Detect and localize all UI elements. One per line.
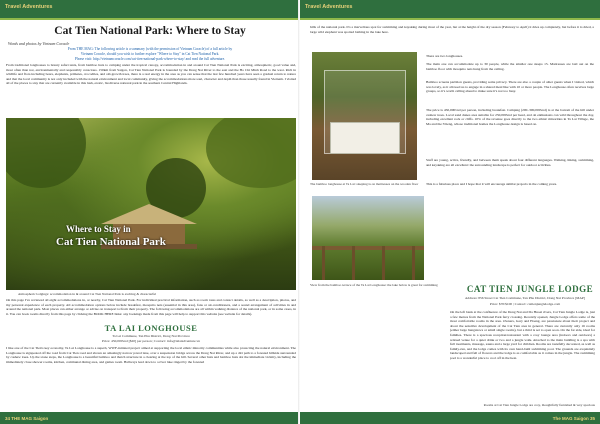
side-paragraph: Staff are young, active, friendly, and between them speak about four different languages. Walking, hiking, swimming, and kayaking are all excellent: the surrounding landscape is perfect for outdoor activities. (426, 158, 594, 167)
body-paragraph: On this page I've reviewed all eight accommodations in, or nearby, Cat Tien National Park. For individual practical information, such as room rates and contact details, as well as a description, photos, and my personal experience of each property. All accommodation options below include breakfast, mosquito nets (essential in this area), fans or air-conditioners, and a sound arrangement of activities in and around the national park. Most places can either arrange or advise on transport to/from their property. The following accommodations are all within walking distance of the national park, or in some cases, in it. You can book rooms directly from this page by clicking the BOOK HERE links: any bookings made from this page will help to support this website (see website for details). (6, 298, 296, 316)
page-footer: The MAG Saigon 35 (552, 416, 595, 421)
side-paragraph: Bamboo screens partition guests, providing some privacy. There are also a couple of other guests when I visited, which was lovely, as it allowed us to engage in a shared meal like with 10 or more people. The Longhouse often receives large groups, so it's worth calling ahead to make sure it's not too busy. (426, 80, 594, 94)
talai-contact: Price: 450,000vnd [$20] per person | Contact: info@talaiadventure.vn (102, 339, 200, 343)
section-heading-talai: TA LAI LONGHOUSE (104, 323, 198, 333)
photo-caption: Atmospheric lodgings: accommodation in & around Cat Tien National Park is exciting & characterful (18, 292, 157, 296)
section-label: Travel Adventures (305, 4, 353, 10)
photo-overlay-line2: Cat Tien National Park (56, 236, 166, 248)
intro-paragraph: From traditional longhouses to luxury safari tents, from bamboo huts to camping under the tropical canopy, accommodation in and around Cat Tien National Park is exciting, atmospheric, good value and, most often than not, environmentally and responsibly conscious. 150km from Saigon, Cat Tien National Park is bounded by the Dong Nai River to the east and the Ho Chi Minh Road to the west. Rich in wildlife and flora including bears, elephants, primates, crocodiles, and old-growth trees, there is a real energy in the area as you can sense that the last few hundred years have seen a gradual return to nature and that the local community is not only included with the natural environment and local community, giving the accommodations more soul, character and depth than those usually found in Vietnam. I visited all of the places to stay that are currently available in this lush, exotic, biodiverse national park in the southern Central Highlands. (6, 63, 296, 86)
talai-paragraph: I like one of the Cat Tien's key economy, Ta Lai Longhouse is a superb, WWF-initiated project aimed at supporting the local ethnic minority communities while also protecting the natural environment. The Longhouse is signposted off the road from Cat Tien road and shown an amazingly narrow paved lane, over a suspension bridge across the Dong Nai River, and up a dirt path to a forested hillside surrounded by cashew trees. Up the stone steps, the Longhouse is a beautiful bamboo and thatch structure in a clearing at the top of the hill. Several other huts and bamboo huts dot the immediate vicinity, including the immediately close shower rooms, kitchen, communal dining area, and games room. Hallways lead down to a river lake ringed by the forested (6, 346, 296, 364)
credit-note (8, 47, 292, 62)
page-title: Cat Tien National Park: Where to Stay (54, 25, 246, 37)
right-header-bar (300, 0, 600, 20)
page-footer: 34 THE MAG Saigon (5, 416, 49, 421)
longhouse-interior-photo (312, 52, 417, 180)
side-paragraph: There are two longhouses. (426, 54, 463, 58)
photo-caption: View from the bamboo terrace of the Ta Lai Longhouse: the lake below is great for swimming (310, 283, 438, 287)
side-paragraph: The main one can accommodate up to 30 people, while the smaller one sleeps 15. Mattresses are laid out on the bamboo floor with mosquito nets hung from the ceiling. (426, 62, 594, 71)
photo-caption: Rooms at Cat Tien Jungle Lodge are cosy, thoughtfully furnished & very spacious (483, 403, 595, 407)
left-header-bar (0, 0, 300, 20)
lodge-address: Address: 856 Street Cat Tien Commune, Tan Phu District, Dong Nai Province [MAP] (464, 296, 586, 300)
lodge-paragraph: On the left bank at the confluence of the Dong Nai and Da Huoai rivers, Cat Tien Jungle Lodge is, just a few metres from the National Park ferry crossing. Recently opened, Jungle Lodge offers some of the most comfortable rooms in the area. Owners, Gary and Hoang, are passionate about their project and about the sensitive development of the Cat Tien area in general. There are currently only 16 rooms (either large bungalows or small single rooms), but a third is set to open soon. On the far side, ideal for families. There is a spacious reception/restaurant with a cosy lounge area (indoors and outdoors) a relaxed venue for a quiet drink or two and a jungle walk. Attached to the main building is a spa with full treatments, massage, sauna and a large yard for children. Rooms are tastefully decorated, as well as family-run, and the lodge comes with its own hand-built swimming pool. The grounds are exquisitely landscaped and full of flowers and the lodge is as comfortable as it comes in the jungle. The swimming pool is a wonderful place to cool off in the heat. (450, 310, 595, 361)
lodge-title: CAT TIEN JUNGLE LODGE (466, 284, 594, 294)
side-paragraph: This is a fabulous place and I hope that it will encourage similar projects in the coming years. (426, 182, 558, 186)
longhouse-terrace-photo (312, 196, 424, 280)
talai-address: Ta Lai Commune, Tan Phu District, Dong Nai Province (112, 334, 190, 338)
credit-line: From THE MAG: The following article is a summary (with the permission of Vietnam Coracle) of a full article by (67, 47, 233, 51)
side-paragraph: The price is 450,000vnd per person, including breakfast. Camping (200–300,000vnd) is at the bottom of the hill under cashew trees. Local sand dunes area suitable for 250,000vnd per head, and oh enthusiasts can wild throughout the day, including excellent rock or cliffs. 10% of the revenue goes directly to the two ethnic minorities in Ta Lai Village, the Ma and the S'tieng, whose traditional homes the Longhouse design is based on. (426, 108, 594, 126)
hero-photo (6, 118, 296, 290)
lodge-contact: Price: $70/$100 | Contact: cattienjunglelodge.com (489, 302, 561, 306)
byline: Words and photos by Vietnam Coracle (8, 41, 70, 46)
photo-caption: The bamboo longhouse at Ta Lai: sleeping is on mattresses on the wooden floor (310, 182, 419, 186)
right-footer-bar (300, 412, 600, 424)
section-heading-lodge (460, 284, 600, 294)
continued-paragraph: hills of the national park. It's a marvellous spot for swimming and kayaking during most of the year, but at the height of the dry season (February to April) it dries up completely, but before it is dried, a large wild elephant was spotted bathing in the lake here. (310, 25, 594, 34)
section-label: Travel Adventures (5, 4, 53, 10)
right-page (300, 0, 600, 424)
credit-line: Vietnam Coracle, should you wish to further explore "Where to Stay" in Cat Tien National Park. (80, 51, 220, 56)
photo-overlay-line1: Where to Stay in (66, 224, 131, 234)
credit-link[interactable]: Please visit: http://vietnamcoracle.com/cat-tien-national-park-where-to-stay/ and read the full adventure. (74, 56, 226, 61)
left-footer-bar (0, 412, 300, 424)
